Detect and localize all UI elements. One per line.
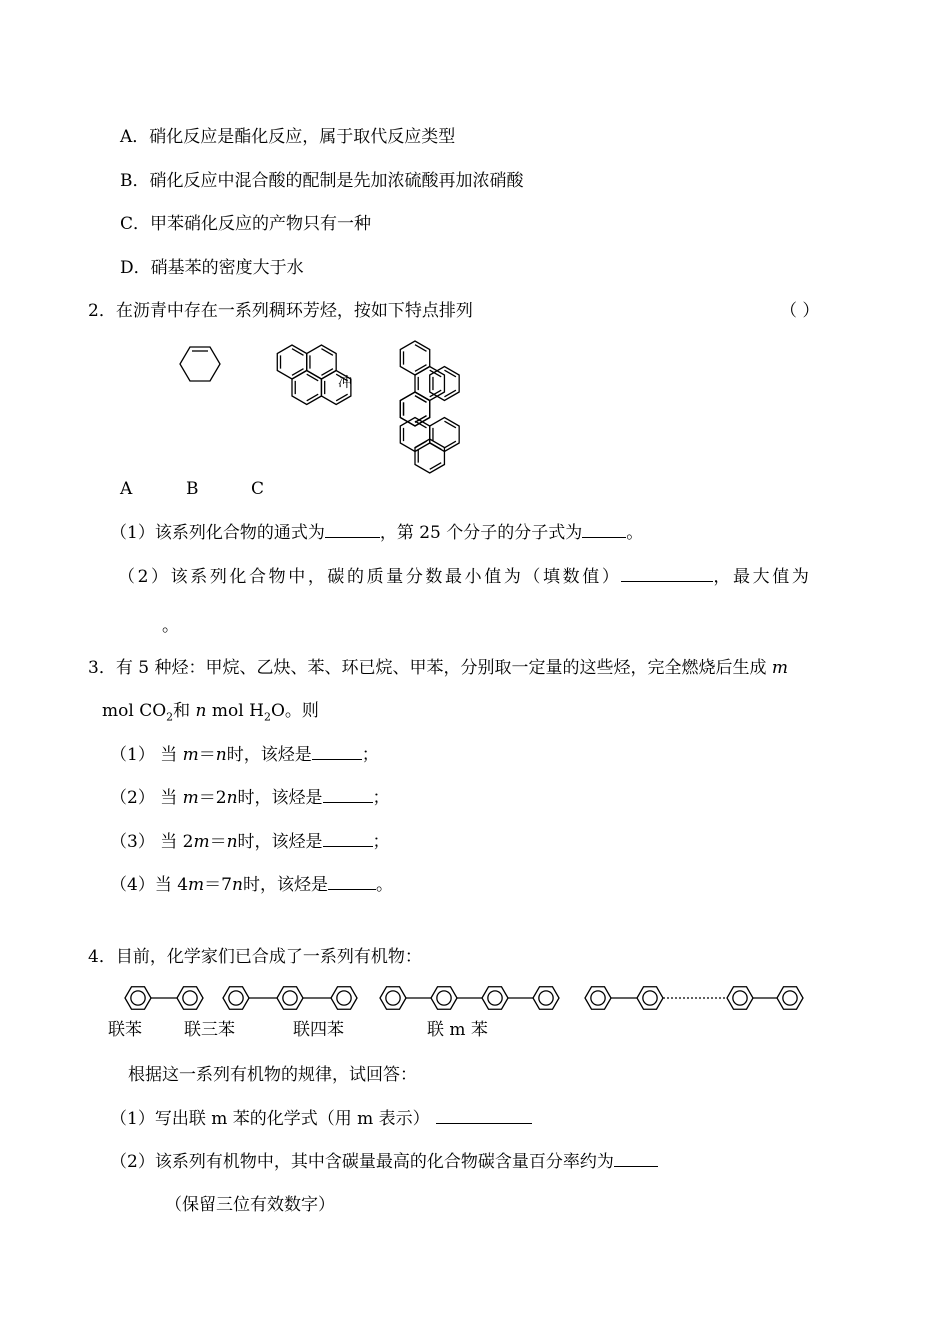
question-4-intro: 根据这一系列有机物的规律，试回答： xyxy=(128,1065,417,1085)
label-quaterphenyl: 联四苯 xyxy=(293,1020,344,1040)
question-3-item-2: （2） 当 m＝2n时，该烃是 ； xyxy=(110,788,390,808)
question-4-sub-1: （1）写出联 m 苯的化学式（用 m 表示） xyxy=(110,1107,532,1130)
question-2-sub-1: （1）该系列化合物的通式为 ，第 25 个分子的分子式为 。 xyxy=(110,523,644,543)
question-3-item-1: （1） 当 m＝n时，该烃是 ； xyxy=(110,745,379,765)
question-3-stem-line-2: mol $CO_2$和 n mol $H_2O$。则 xyxy=(102,701,319,724)
structure-a-icon xyxy=(170,342,230,392)
label-m-phenyl: 联 m 苯 xyxy=(427,1020,488,1040)
structure-c-icon xyxy=(385,338,485,458)
answer-blank[interactable] xyxy=(323,786,373,803)
question-4-note: （保留三位有效数字） xyxy=(165,1195,335,1215)
question-2-sub-2-end: 。 xyxy=(162,616,179,636)
structure-stray-char: 冲 xyxy=(338,375,352,391)
option-d: D．硝基苯的密度大于水 xyxy=(120,258,304,278)
label-biphenyl: 联苯 xyxy=(108,1020,142,1040)
question-3-item-4: （4）当 4m＝7n时，该烃是 。 xyxy=(110,875,393,895)
question-4-sub-2: （2）该系列有机物中，其中含碳量最高的化合物碳含量百分率约为 xyxy=(110,1150,658,1173)
figure-label-a: A xyxy=(120,479,133,499)
question-2-sub-2: （2）该系列化合物中，碳的质量分数最小值为（填数值） ，最大值为 xyxy=(118,567,812,587)
figure-label-b: B xyxy=(186,479,199,499)
option-b: B．硝化反应中混合酸的配制是先加浓硫酸再加浓硝酸 xyxy=(120,171,524,191)
answer-blank[interactable] xyxy=(312,743,362,760)
answer-blank[interactable] xyxy=(323,830,373,847)
answer-blank[interactable] xyxy=(325,521,380,538)
answer-blank[interactable] xyxy=(328,873,376,890)
question-3-item-3: （3） 当 2m＝n时，该烃是 ； xyxy=(110,832,390,852)
question-4-stem: 4．目前，化学家们已合成了一系列有机物： xyxy=(88,947,422,967)
question-2-stem: 2．在沥青中存在一系列稠环芳烃，按如下特点排列 xyxy=(88,301,473,321)
question-3-stem: 3．有 5 种烃：甲烷、乙炔、苯、环已烷、甲苯，分别取一定量的这些烃，完全燃烧后生成 m xyxy=(88,658,788,678)
answer-bracket: （ ） xyxy=(780,301,820,321)
figure-label-c: C xyxy=(251,479,265,499)
label-terphenyl: 联三苯 xyxy=(184,1020,235,1040)
answer-blank[interactable] xyxy=(621,565,713,582)
option-a: A．硝化反应是酯化反应，属于取代反应类型 xyxy=(120,127,456,147)
answer-blank[interactable] xyxy=(582,521,626,538)
option-c: C．甲苯硝化反应的产物只有一种 xyxy=(120,214,372,234)
answer-blank[interactable] xyxy=(436,1107,532,1124)
polyphenyl-series-icon xyxy=(110,978,810,1018)
answer-blank[interactable] xyxy=(614,1150,658,1167)
